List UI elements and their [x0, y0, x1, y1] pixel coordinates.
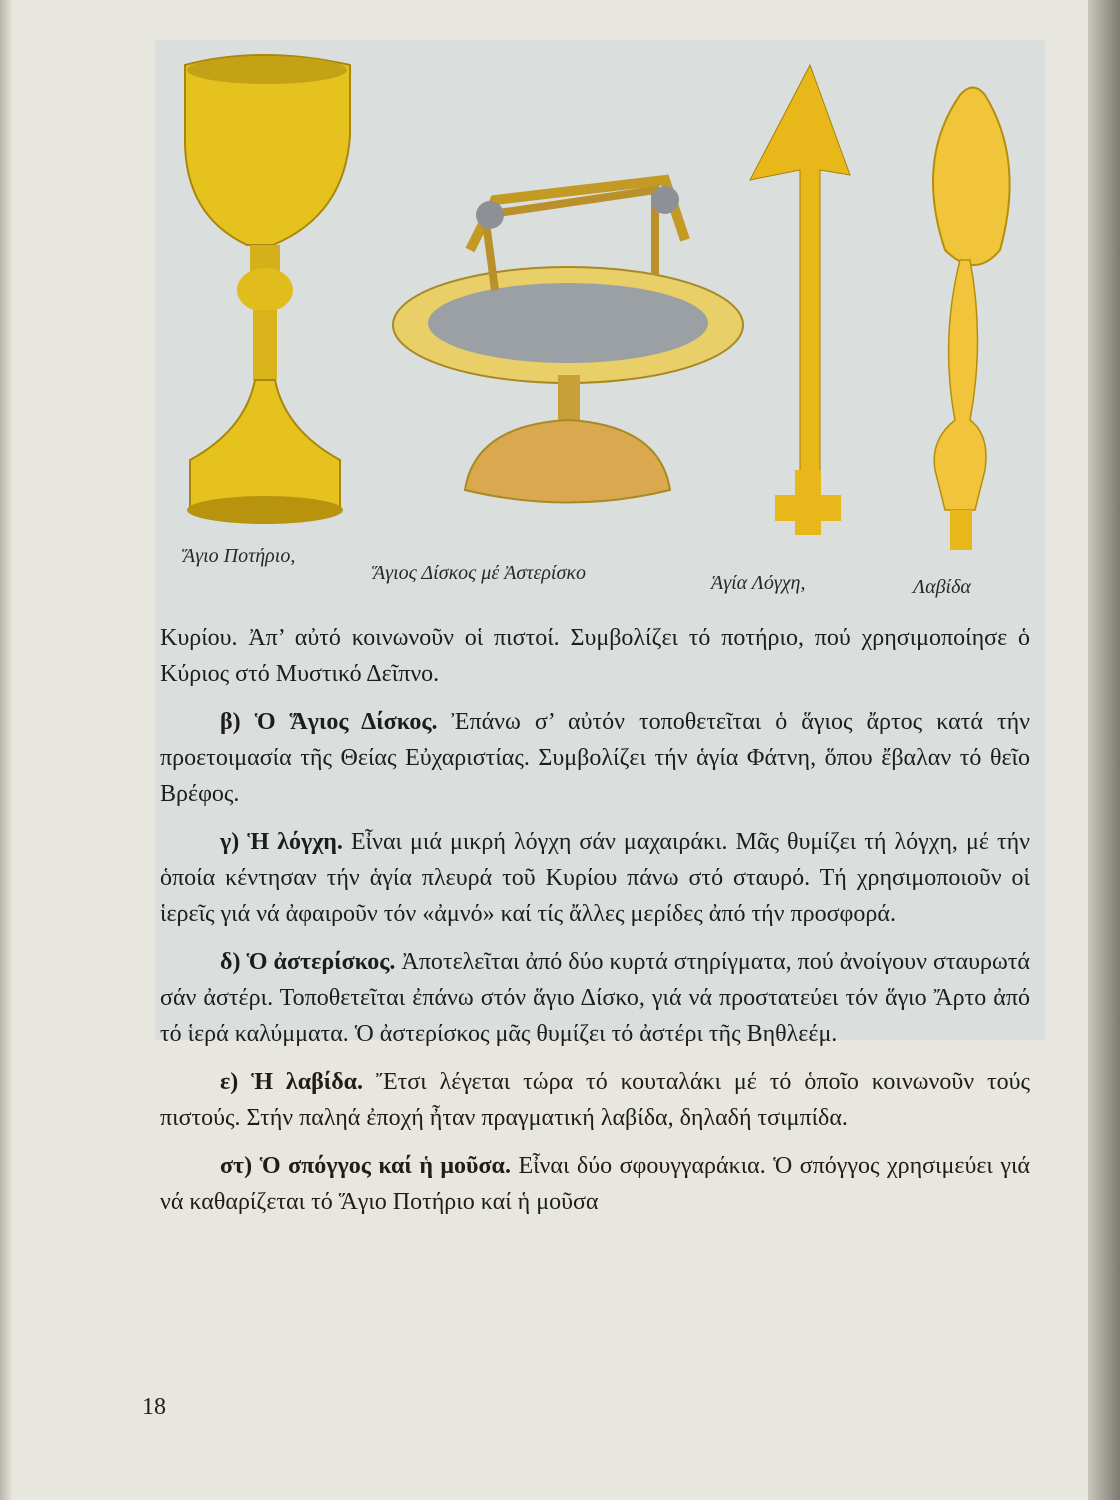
paragraph-chalice-continued: Κυρίου. Ἀπ’ αὐτό κοινωνοῦν οἱ πιστοί. Συμβολίζει τό ποτήριο, πού χρησιμοποίησε ὁ Κύριος στό Μυστικό Δεῖπνο.	[160, 625, 1030, 687]
text-asterisk: Ἀποτελεῖται ἀπό δύο κυρτά στηρίγματα, πού ἀνοίγουν σταυρωτά σάν ἀστέρι. Τοποθετεῖται ἐπάνω στόν ἅγιο Δίσκο, γιά νά προστατεύει τόν ἅγιο Ἄρτο ἀπό τό ἱερά καλύμματα. Ὁ ἀστερίσκος μᾶς θυμίζει τό ἀστέρι τῆς Βηθλεέμ.	[160, 949, 1030, 1047]
lance-image	[750, 65, 850, 535]
paragraph-sponge	[160, 1148, 1030, 1220]
paragraph-lance	[160, 824, 1030, 932]
paragraph-spoon	[160, 1064, 1030, 1136]
body-text	[160, 620, 1030, 1232]
heading-spoon: ε) Ἡ λαβίδα.	[220, 1069, 364, 1095]
paragraph-holy-disk	[160, 704, 1030, 812]
text-lance: Εἶναι μιά μικρή λόγχη σάν μαχαιράκι. Μᾶς θυμίζει τή λόγχη, μέ τήν ὁποία κέντησαν τήν ἁγία πλευρά τοῦ Κυρίου πάνω στό σταυρό. Τή χρησιμοποιοῦν οἱ ἱερεῖς γιά νά ἀφαιροῦν τόν «ἀμνό» καί τίς ἄλλες μερίδες ἀπό τήν προσφορά.	[160, 829, 1031, 927]
text-sponge: Εἶναι δύο σφουγγαράκια. Ὁ σπόγγος χρησιμεύει γιά νά καθαρίζεται τό Ἅγιο Ποτήριο καί ἡ μοῦσα	[160, 1153, 1031, 1215]
heading-lance: γ) Ἡ λόγχη.	[220, 829, 343, 855]
page-left-edge	[0, 0, 12, 1500]
chalice-image	[185, 55, 350, 524]
heading-holy-disk: β) Ὁ Ἅγιος Δίσκος.	[220, 709, 438, 735]
heading-asterisk: δ) Ὁ ἀστερίσκος.	[220, 949, 396, 975]
caption-chalice: Ἅγιο Ποτήριο,	[183, 545, 296, 567]
caption-lance: Ἁγία Λόγχη,	[711, 572, 806, 594]
illustration-svg	[155, 40, 1045, 620]
liturgical-items-illustration	[155, 40, 1045, 620]
page-number: 18	[142, 1394, 166, 1420]
spoon-image	[933, 88, 1010, 551]
page-right-edge	[1088, 0, 1120, 1500]
caption-disk: Ἅγιος Δίσκος μέ Ἀστερίσκο	[373, 562, 586, 584]
disk-with-asterisk-image	[393, 180, 743, 503]
text-holy-disk: Ἐπάνω σ’ αὐτόν τοποθετεῖται ὁ ἅγιος ἄρτος κατά τήν προετοιμασία τῆς Θείας Εὐχαριστίας. Συμβολίζει τήν ἁγία Φάτνη, ὅπου ἔβαλαν τό θεῖο Βρέφος.	[160, 709, 1030, 807]
heading-sponge: στ) Ὁ σπόγγος καί ἡ μοῦσα.	[220, 1153, 511, 1179]
paragraph-asterisk	[160, 944, 1030, 1052]
caption-spoon: Λαβίδα	[913, 576, 971, 598]
text-spoon: Ἔτσι λέγεται τώρα τό κουταλάκι μέ τό ὁποῖο κοινωνοῦν τούς πιστούς. Στήν παληά ἐποχή ἦταν πραγματική λαβίδα, δηλαδή τσιμπίδα.	[160, 1069, 1030, 1131]
